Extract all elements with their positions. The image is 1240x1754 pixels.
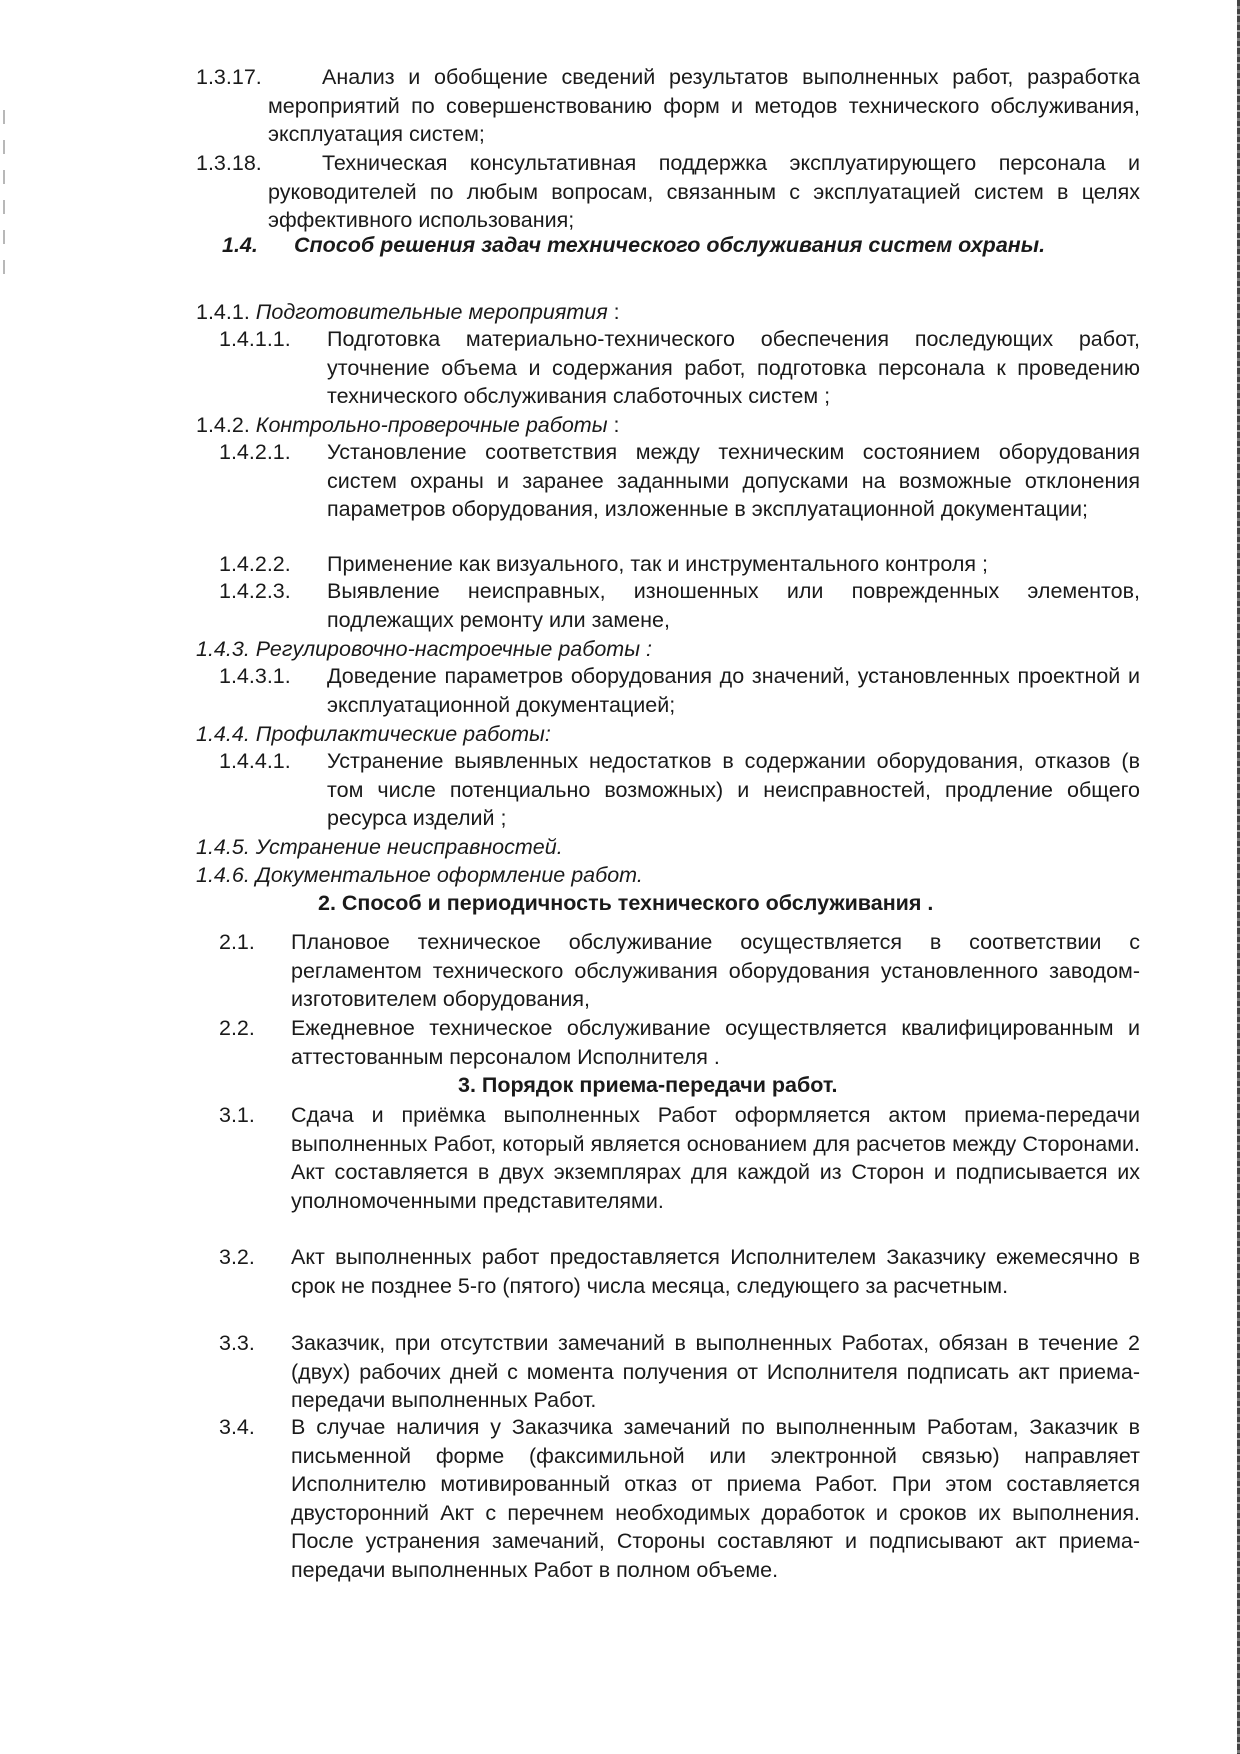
clause-1-4-3-1 (219, 662, 1140, 719)
clause-text: Сдача и приёмка выполненных Работ оформляется актом приема-передачи выполненных Работ, который является основанием для расчетов между Сторонами. Акт составляется в двух экземплярах для каждой из Сторон и подписывается их уполномоченными представителями. (291, 1103, 1140, 1213)
section-2-title: 2. Способ и периодичность технического обслуживания . (318, 891, 934, 915)
clause-number: 1.4.2.1. (219, 440, 291, 464)
clause-text: Контрольно-проверочные работы (255, 413, 608, 437)
clause-number: 3.3. (219, 1331, 255, 1355)
clause-number: 1.4.2. (196, 413, 250, 437)
clause-2-2 (219, 1014, 1140, 1071)
clause-number: 1.4. (222, 233, 258, 257)
clause-number: 1.3.17. (196, 65, 262, 89)
clause-text: Регулировочно-настроечные работы : (255, 637, 652, 661)
clause-text: Профилактические работы: (255, 722, 551, 746)
clause-text: Устранение выявленных недостатков в содержании оборудования, отказов (в том числе потенциально возможных) и неисправностей, продление общего ресурса изделий ; (327, 749, 1140, 831)
clause-suffix: : (607, 413, 620, 437)
clause-number: 1.4.3. (196, 637, 250, 661)
clause-text: Анализ и обобщение сведений результатов выполненных работ, разработка мероприятий по совершенствованию форм и методов технического обслуживания, эксплуатация систем; (268, 65, 1140, 147)
clause-number: 1.4.4. (196, 722, 250, 746)
clause-text: В случае наличия у Заказчика замечаний по выполненным Работам, Заказчик в письменной форме (факсимильной или электронной связью) направляет Исполнителю мотивированный отказ от приема Работ. При этом составляется двусторонний Акт с перечнем необходимых доработок и сроков их выполнения. После устранения замечаний, Стороны составляют и подписывают акт приема-передачи выполненных Работ в полном объеме. (291, 1415, 1140, 1582)
clause-number: 2.1. (219, 930, 255, 954)
clause-text: Подготовительные мероприятия (255, 300, 608, 324)
clause-number: 1.4.4.1. (219, 749, 291, 773)
clause-3-4 (219, 1413, 1140, 1585)
clause-1-4-4 (196, 720, 1140, 749)
clause-1-4-2 (196, 411, 1140, 440)
clause-number: 3.4. (219, 1415, 255, 1439)
clause-text: Установление соответствия между техническим состоянием оборудования систем охраны и заранее заданными допусками на возможные отклонения параметров оборудования, изложенные в эксплуатационной документации; (327, 440, 1140, 522)
scan-margin-artifact (3, 110, 5, 280)
clause-number: 3.2. (219, 1245, 255, 1269)
clause-1-4-3 (196, 635, 1140, 664)
clause-text: Ежедневное техническое обслуживание осуществляется квалифицированным и аттестованным персоналом Исполнителя . (291, 1016, 1140, 1069)
clause-text: Способ решения задач технического обслуживания систем охраны. (294, 233, 1046, 257)
clause-3-2 (219, 1243, 1140, 1300)
clause-1-4-2-1 (219, 438, 1140, 524)
clause-1-4-2-3 (219, 577, 1140, 634)
section-3-title: 3. Порядок приема-передачи работ. (458, 1073, 838, 1097)
clause-text: Плановое техническое обслуживание осуществляется в соответствии с регламентом технического обслуживания оборудования установленного заводом-изготовителем оборудования, (291, 930, 1140, 1012)
clause-1-4-6 (196, 861, 1140, 890)
section-1-4-heading (222, 231, 1140, 260)
clause-1-4-5 (196, 833, 1140, 862)
clause-text: Доведение параметров оборудования до значений, установленных проектной и эксплуатационной документацией; (327, 664, 1140, 717)
clause-number: 1.4.2.2. (219, 552, 291, 576)
clause-number: 1.4.1.1. (219, 327, 291, 351)
clause-text: Подготовка материально-технического обеспечения последующих работ, уточнение объема и содержания работ, подготовка персонала к проведению технического обслуживания слаботочных систем ; (327, 327, 1140, 409)
clause-1-4-4-1 (219, 747, 1140, 833)
clause-number: 1.4.2.3. (219, 579, 291, 603)
clause-1-4-1-1 (219, 325, 1140, 411)
clause-3-1 (219, 1101, 1140, 1215)
clause-1-4-1 (196, 298, 1140, 327)
clause-text: Документальное оформление работ. (255, 863, 643, 887)
clause-3-3 (219, 1329, 1140, 1415)
clause-1-3-18 (196, 149, 1140, 235)
clause-suffix: : (607, 300, 620, 324)
clause-number: 2.2. (219, 1016, 255, 1040)
clause-text: Применение как визуального, так и инструментального контроля ; (327, 552, 988, 576)
clause-text: Заказчик, при отсутствии замечаний в выполненных Работах, обязан в течение 2 (двух) рабочих дней с момента получения от Исполнителя подписать акт приема-передачи выполненных Работ. (291, 1331, 1140, 1413)
clause-number: 1.3.18. (196, 151, 262, 175)
clause-number: 1.4.5. (196, 835, 250, 859)
clause-text: Устранение неисправностей. (255, 835, 563, 859)
clause-text: Техническая консультативная поддержка эксплуатирующего персонала и руководителей по любым вопросам, связанным с эксплуатацией систем в целях эффективного использования; (268, 151, 1140, 233)
clause-1-3-17 (196, 63, 1140, 149)
clause-2-1 (219, 928, 1140, 1014)
clause-number: 1.4.1. (196, 300, 250, 324)
clause-text: Акт выполненных работ предоставляется Исполнителем Заказчику ежемесячно в срок не позднее 5-го (пятого) числа месяца, следующего за расчетным. (291, 1245, 1140, 1298)
clause-number: 1.4.3.1. (219, 664, 291, 688)
clause-1-4-2-2 (219, 550, 1140, 579)
clause-text: Выявление неисправных, изношенных или поврежденных элементов, подлежащих ремонту или замене, (327, 579, 1140, 632)
clause-number: 3.1. (219, 1103, 255, 1127)
clause-number: 1.4.6. (196, 863, 250, 887)
